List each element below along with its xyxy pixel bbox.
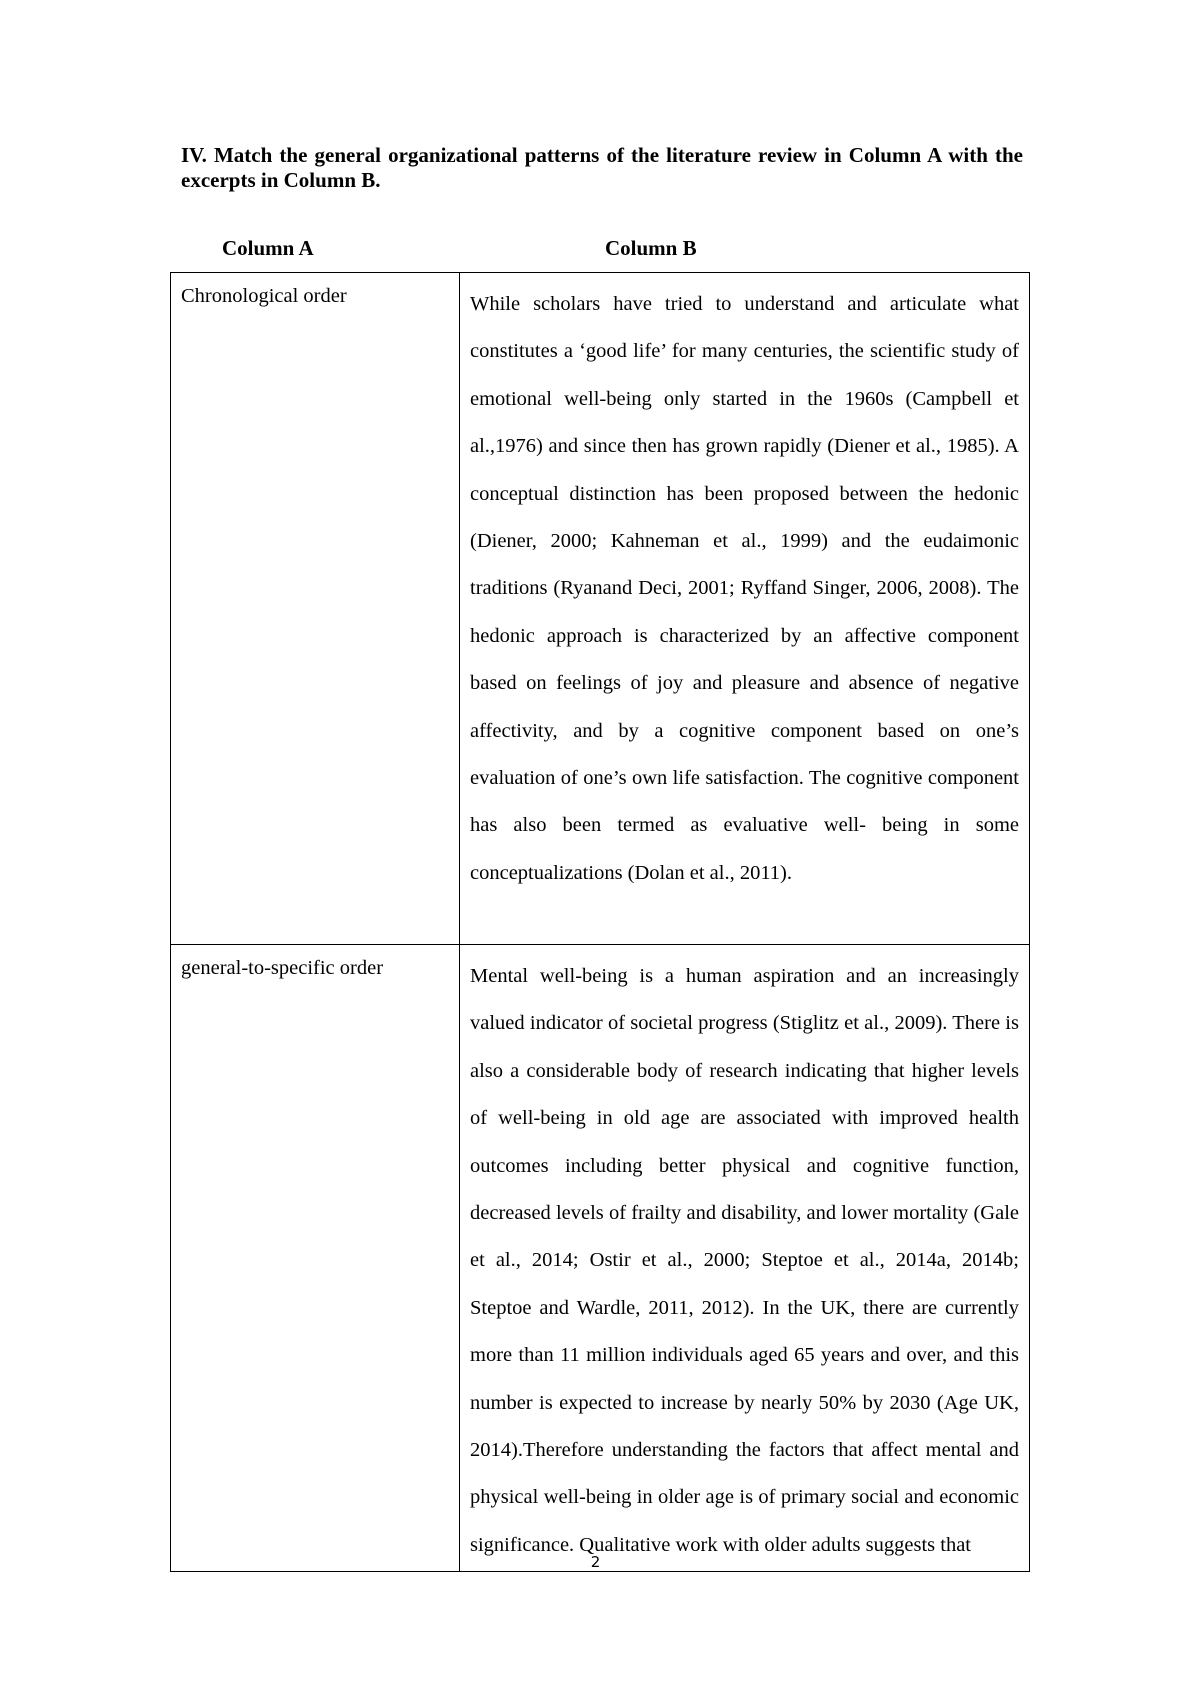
- excerpt-cell: [460, 273, 1030, 945]
- excerpt-cell: [460, 945, 1030, 1572]
- excerpt-text: While scholars have tried to understand and articulate what constitutes a ‘good life’ for many centuries, the scientific study of emotional well-being only started in the 1960s (Campbell et al.,1976) and since then has grown rapidly (Diener et al., 1985). A conceptual distinction has been proposed between the hedonic (Diener, 2000; Kahneman et al., 1999) and the eudaimonic traditions (Ryanand Deci, 2001; Ryffand Singer, 2006, 2008). The hedonic approach is characterized by an affective component based on feelings of joy and pleasure and absence of negative affectivity, and by a cognitive component based on one’s evaluation of one’s own life satisfaction. The cognitive component has also been termed as evaluative well- being in some conceptualizations (Dolan et al., 2011).: [470, 293, 1019, 884]
- table-row: [171, 273, 1030, 945]
- pattern-cell: Chronological order: [171, 273, 460, 945]
- matching-table: [170, 272, 1030, 1572]
- excerpt-text: Mental well-being is a human aspiration and an increasingly valued indicator of societal progress (Stiglitz et al., 2009). There is also a considerable body of research indicating that higher levels of well-being in old age are associated with improved health outcomes including better physical and cognitive function, decreased levels of frailty and disability, and lower mortality (Gale et al., 2014; Ostir et al., 2000; Steptoe et al., 2014a, 2014b; Steptoe and Wardle, 2011, 2012). In the UK, there are currently more than 11 million individuals aged 65 years and over, and this number is expected to increase by nearly 50% by 2030 (Age UK, 2014).Therefore understanding the factors that affect mental and physical well-being in older age is of primary social and economic significance. Qualitative work with older adults suggests that: [470, 965, 1019, 1556]
- column-a-header: Column A: [222, 236, 314, 260]
- column-b-header: Column B: [605, 236, 697, 260]
- pattern-cell: general-to-specific order: [171, 945, 460, 1572]
- question-heading: IV. Match the general organizational patterns of the literature review in Column A with the excerpts in Column B.: [181, 143, 1023, 192]
- page-number: 2: [590, 1553, 601, 1571]
- table-row: [171, 945, 1030, 1572]
